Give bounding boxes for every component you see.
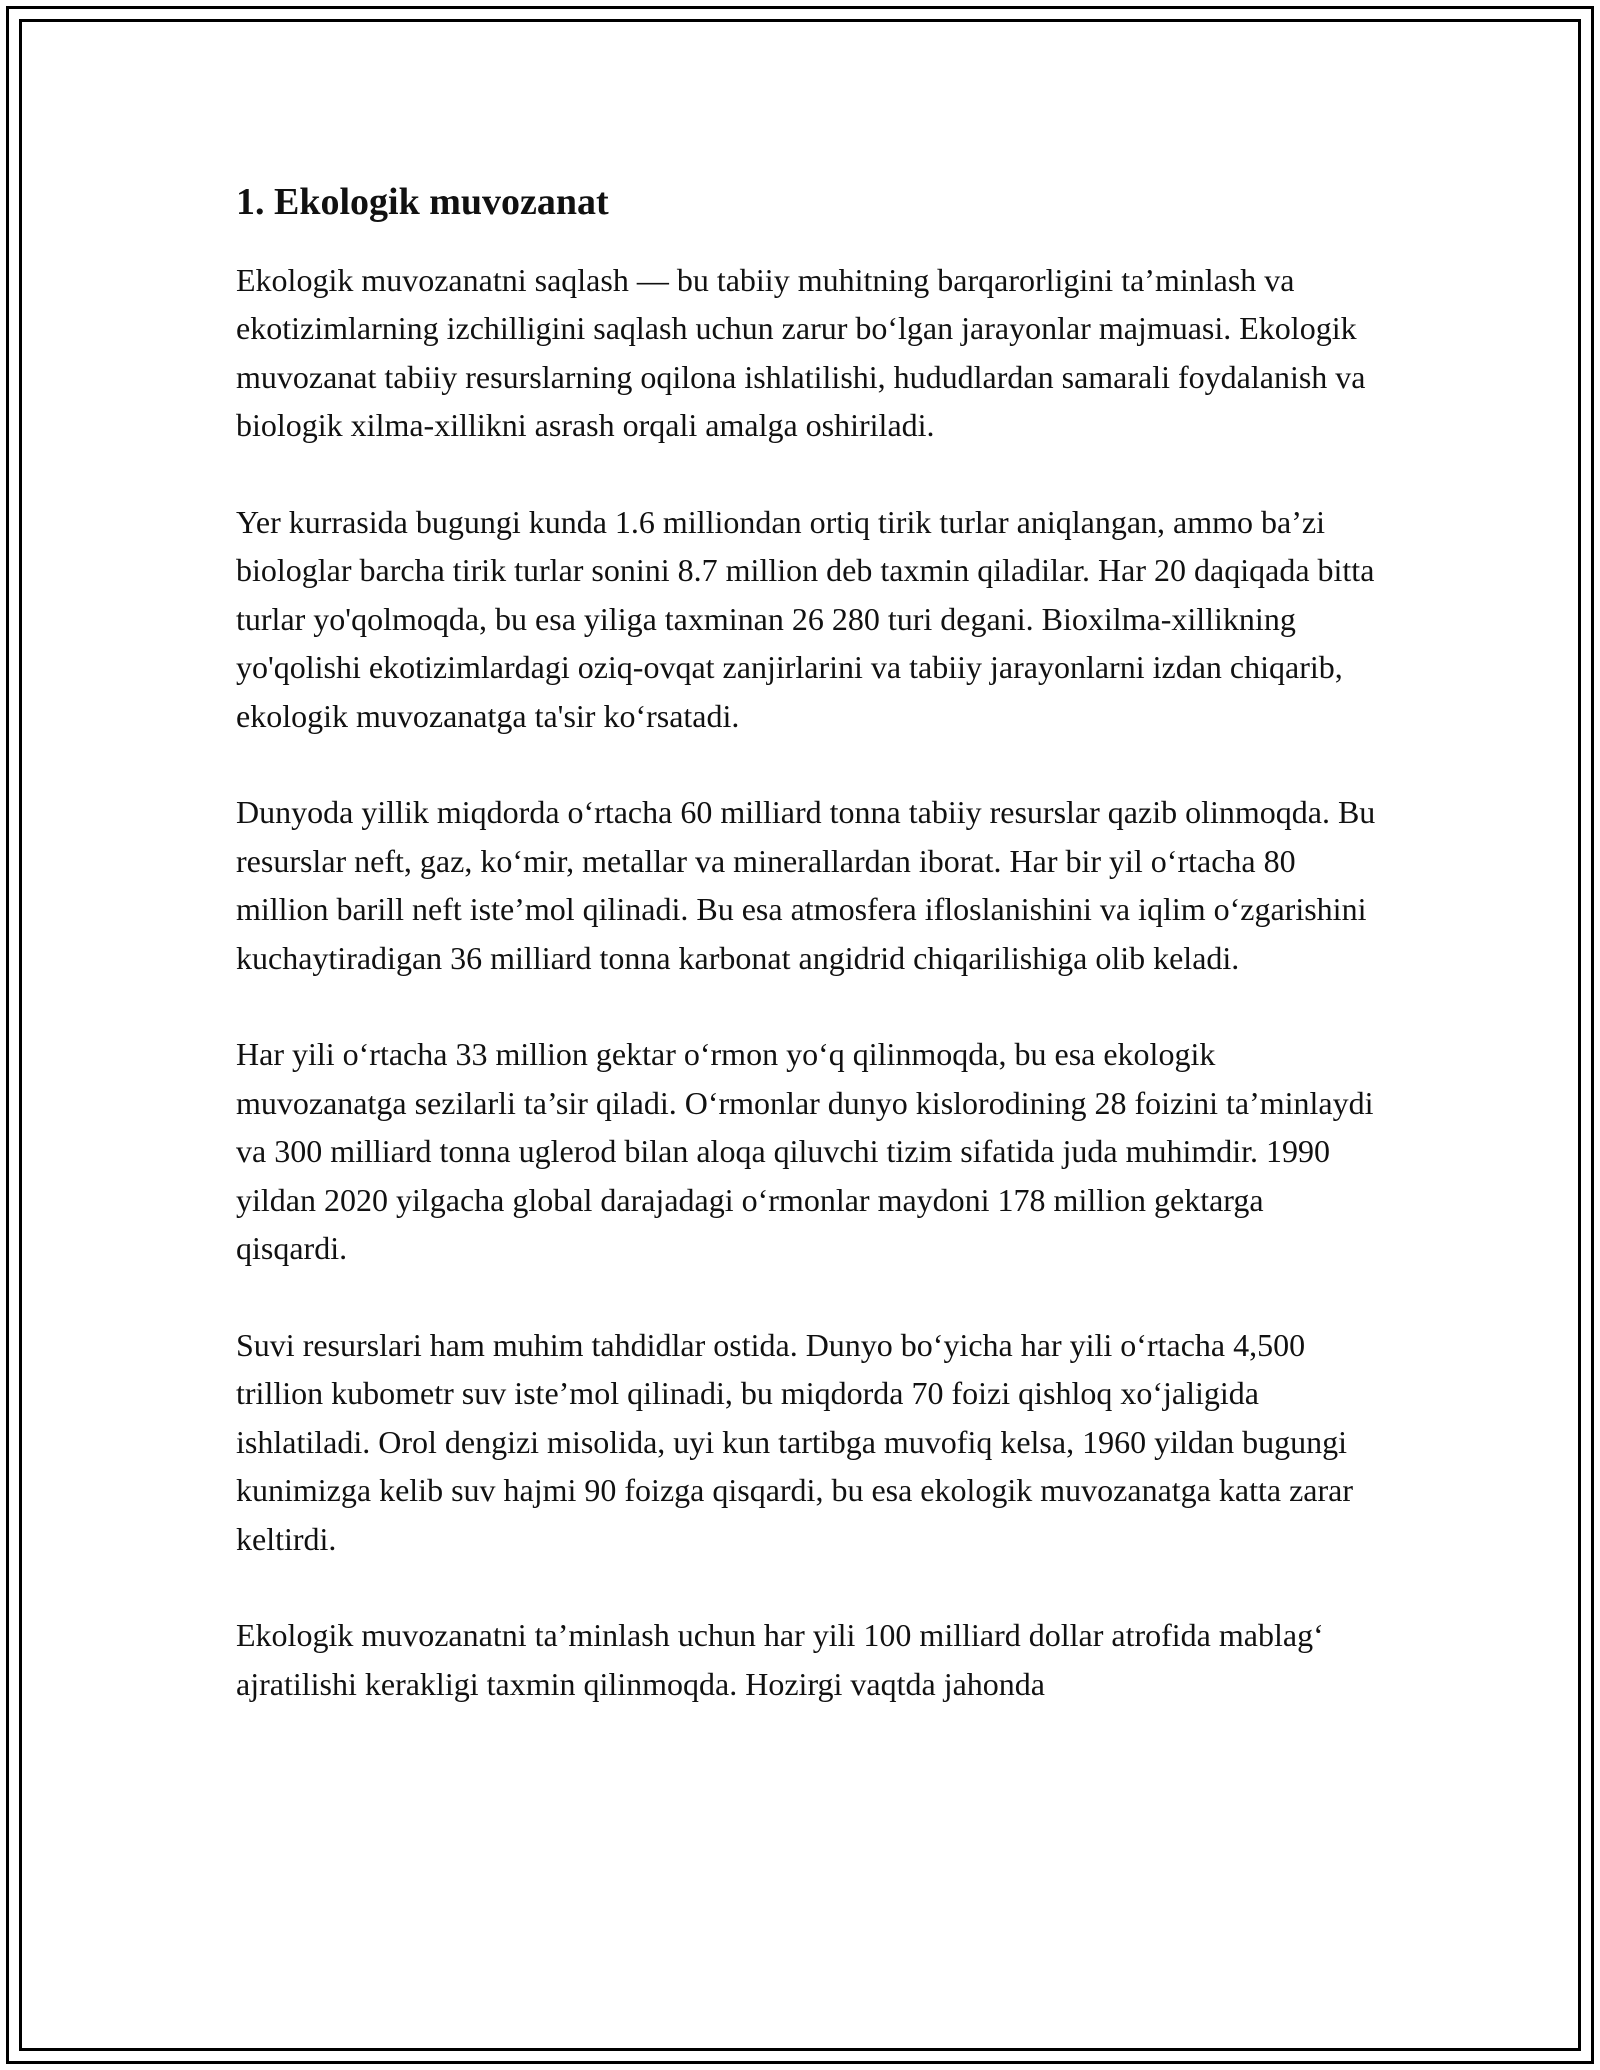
paragraph-forests: Har yili o‘rtacha 33 million gektar o‘rmon yo‘q qilinmoqda, bu esa ekologik muvozanatga sezilarli ta’sir qiladi. O‘rmonlar dunyo kislorodining 28 foizini ta’minlaydi va 300 milliard tonna uglerod bilan aloqa qiluvchi tizim sifatida juda muhimdir. 1990 yildan 2020 yilgacha global darajadagi o‘rmonlar maydoni 178 million gektarga qisqardi.	[236, 1036, 1374, 1267]
paragraph-species: Yer kurrasida bugungi kunda 1.6 milliondan ortiq tirik turlar aniqlangan, ammo ba’zi biologlar barcha tirik turlar sonini 8.7 million deb taxmin qiladilar. Har 20 daqiqada bitta turlar yo'qolmoqda, bu esa yiliga taxminan 26 280 turi degani. Bioxilma-xillikning yo'qolishi ekotizimlardagi oziq-ovqat zanjirlarini va tabiiy jarayonlarni izdan chiqarib, ekologik muvozanatga ta'sir ko‘rsatadi.	[236, 503, 1375, 734]
paragraph-intro: Ekologik muvozanatni saqlash — bu tabiiy muhitning barqarorligini ta’minlash va ekotizimlarning izchilligini saqlash uchun zarur bo‘lgan jarayonlar majmuasi. Ekologik muvozanat tabiiy resurslarning oqilona ishlatilishi, hududlardan samarali foydalanish va biologik xilma-xillikni asrash orqali amalga oshiriladi.	[236, 261, 1366, 444]
paragraph-water: Suvi resurslari ham muhim tahdidlar ostida. Dunyo bo‘yicha har yili o‘rtacha 4,500 trillion kubometr suv iste’mol qilinadi, bu miqdorda 70 foizi qishloq xo‘jaligida ishlatiladi. Orol dengizi misolida, uyi kun tartibga muvofiq kelsa, 1960 yildan bugungi kunimizga kelib suv hajmi 90 foizga qisqardi, bu esa ekologik muvozanatga katta zarar keltirdi.	[236, 1326, 1353, 1557]
section-heading: 1. Ekologik muvozanat	[236, 181, 609, 223]
document-body	[236, 180, 1376, 1756]
paragraph-funding: Ekologik muvozanatni ta’minlash uchun har yili 100 milliard dollar atrofida mablag‘ ajratilishi kerakligi taxmin qilinmoqda. Hozirgi vaqtda jahonda	[236, 1617, 1324, 1702]
paragraph-resources: Dunyoda yillik miqdorda o‘rtacha 60 milliard tonna tabiiy resurslar qazib olinmoqda. Bu resurslar neft, gaz, ko‘mir, metallar va minerallardan iborat. Har bir yil o‘rtacha 80 million barill neft iste’mol qilinadi. Bu esa atmosfera ifloslanishini va iqlim o‘zgarishini kuchaytiradigan 36 milliard tonna karbonat angidrid chiqarilishiga olib keladi.	[236, 794, 1376, 976]
